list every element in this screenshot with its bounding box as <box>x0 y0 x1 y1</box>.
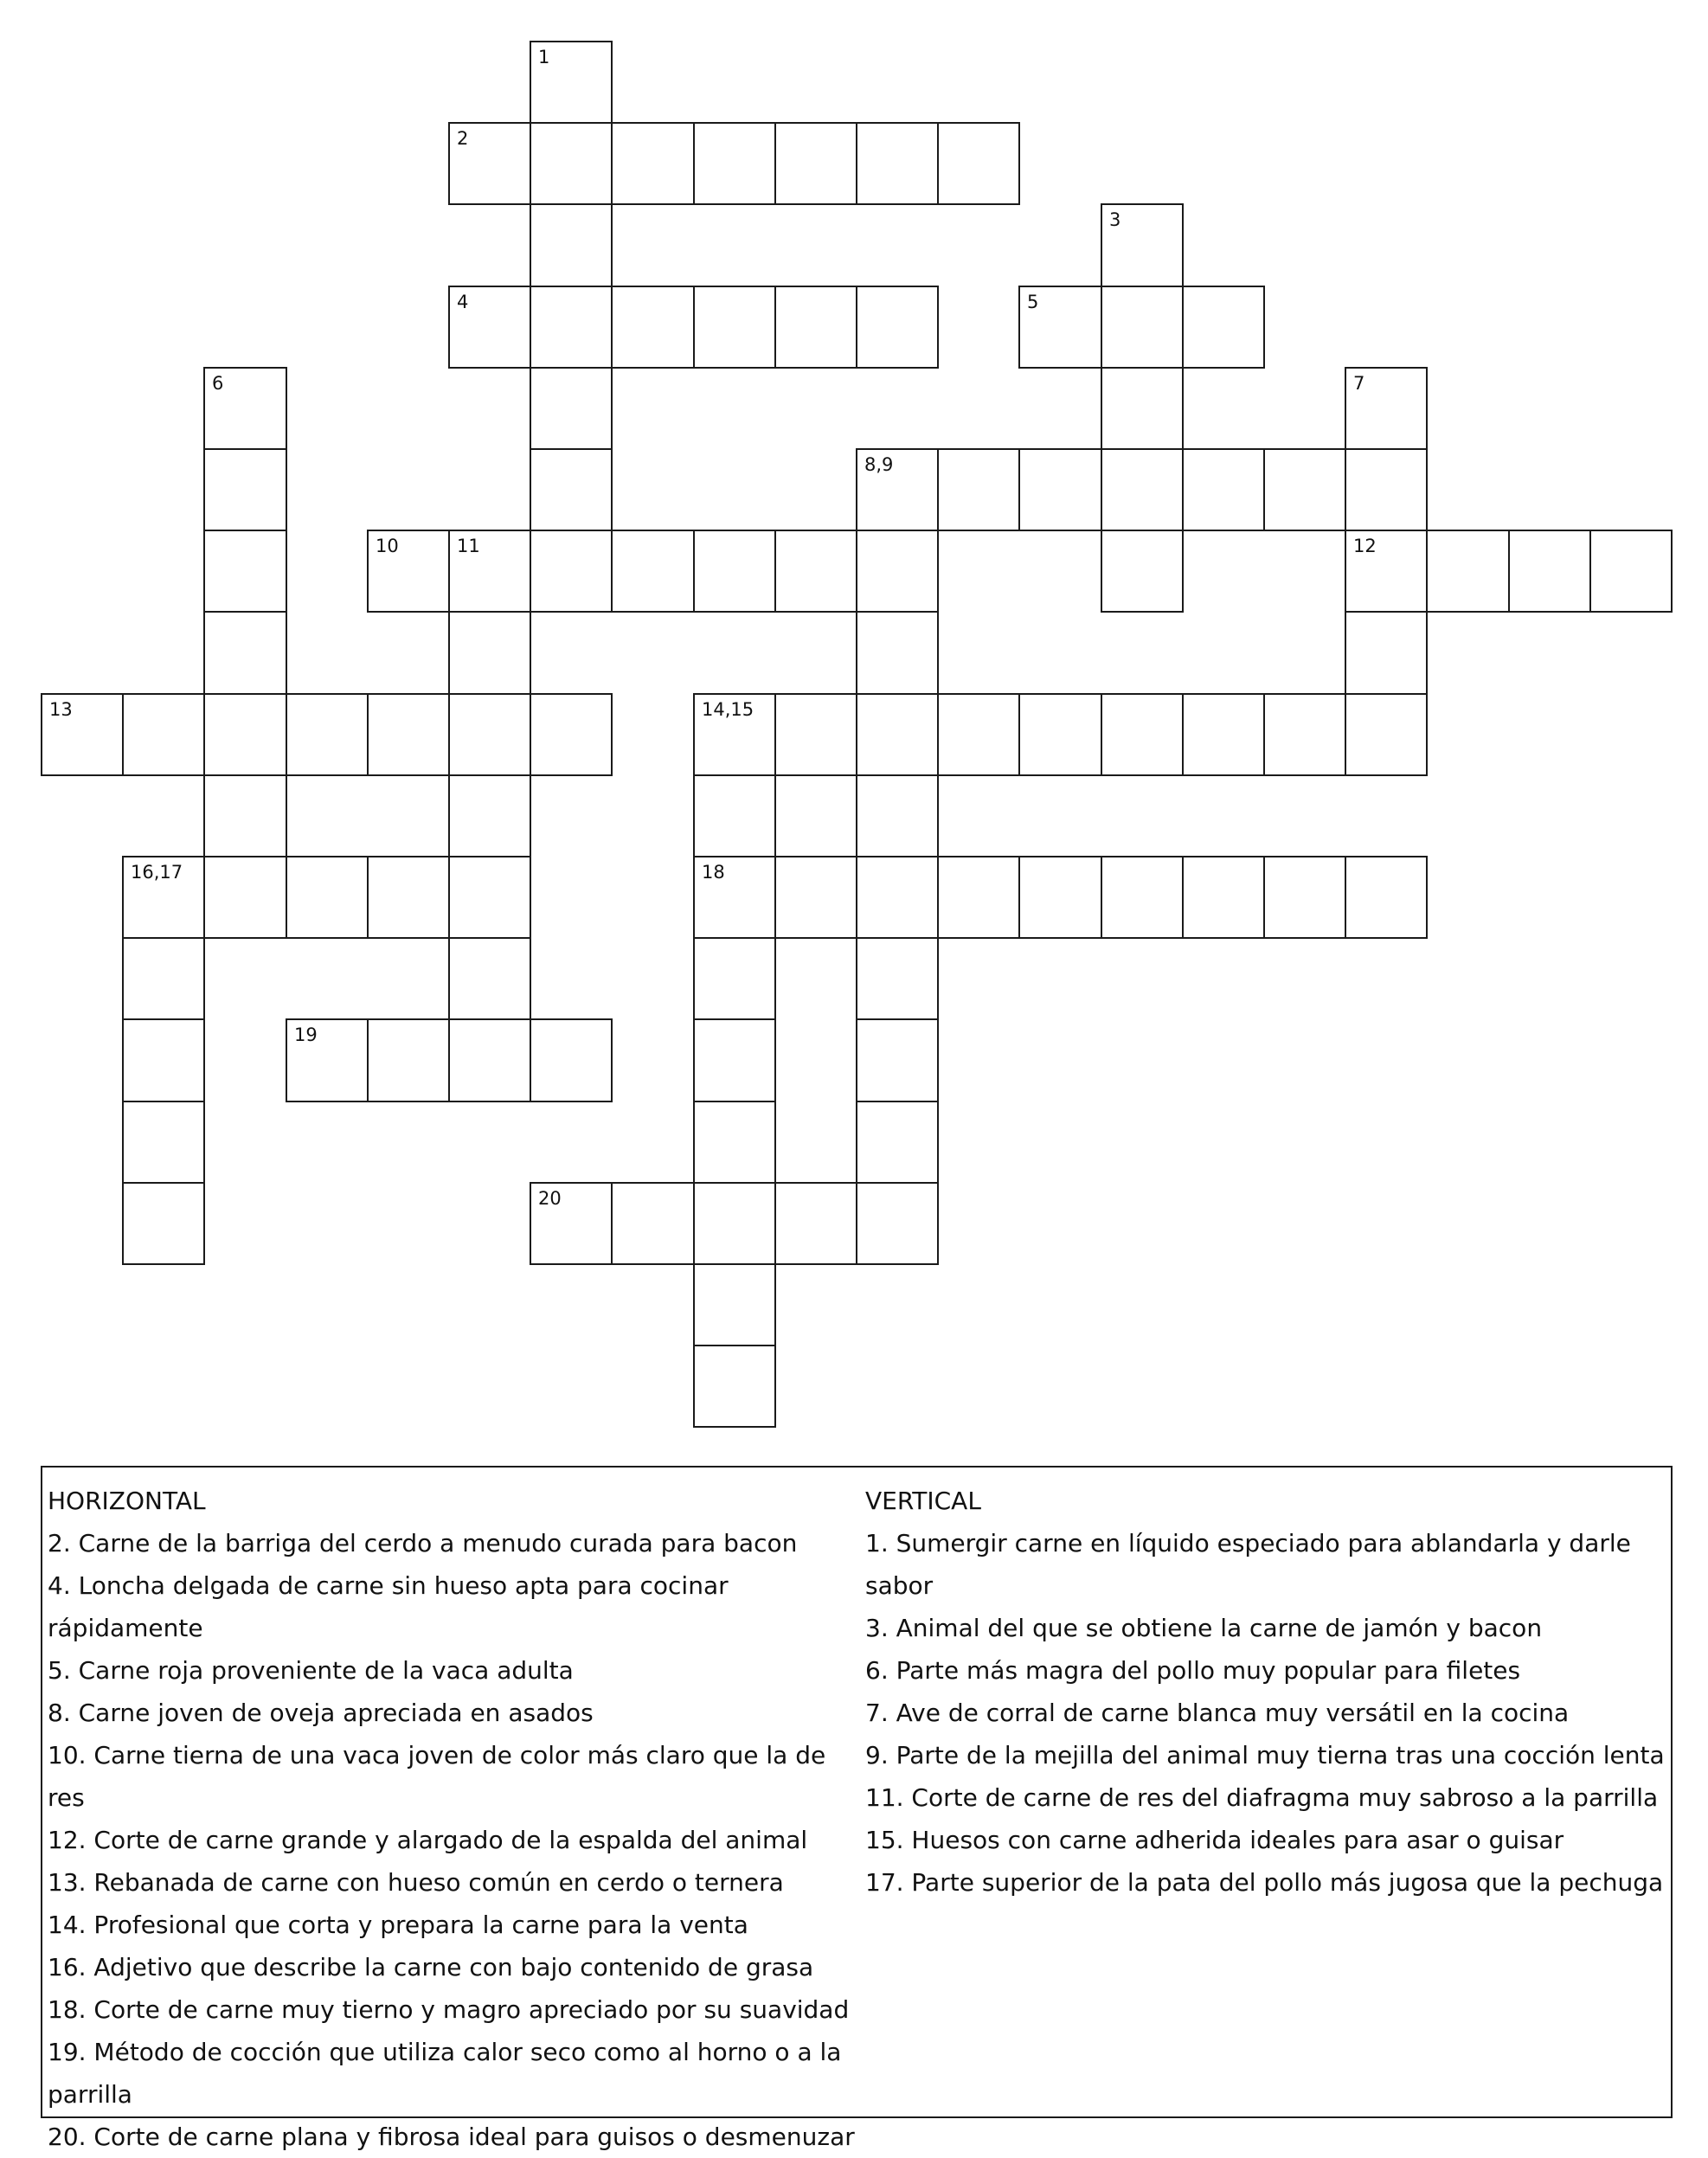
crossword-cell[interactable] <box>530 448 613 531</box>
crossword-cell[interactable] <box>937 448 1020 531</box>
clue-number: 16,17 <box>131 862 183 883</box>
clue-h-2: 2. Carne de la barriga del cerdo a menudo curada para bacon <box>48 1529 798 1557</box>
crossword-cell[interactable] <box>203 693 287 776</box>
crossword-cell[interactable] <box>1182 856 1265 939</box>
crossword-cell[interactable] <box>530 1182 613 1265</box>
crossword-cell[interactable] <box>1018 448 1102 531</box>
crossword-cell[interactable] <box>856 530 939 613</box>
crossword-cell[interactable] <box>774 122 857 205</box>
crossword-cell[interactable] <box>286 1018 369 1102</box>
clue-h-10: 10. Carne tierna de una vaca joven de color más claro que la de res <box>48 1741 826 1812</box>
clues-box <box>41 1466 1673 2151</box>
crossword-cell[interactable] <box>693 1345 776 1428</box>
crossword-cell[interactable] <box>530 367 613 450</box>
crossword-cell[interactable] <box>856 122 939 205</box>
clue-number: 4 <box>457 292 469 312</box>
crossword-cell[interactable] <box>530 693 613 776</box>
crossword-cell[interactable] <box>448 122 531 205</box>
clue-number: 2 <box>457 128 469 149</box>
crossword-cell[interactable] <box>774 1182 857 1265</box>
clue-number: 18 <box>702 862 725 883</box>
clue-h-18: 18. Corte de carne muy tierno y magro apreciado por su suavidad <box>48 1995 850 2024</box>
clue-h-16: 16. Adjetivo que describe la carne con bajo contenido de grasa <box>48 1953 814 1981</box>
crossword-cell[interactable] <box>1345 856 1428 939</box>
crossword-cell[interactable] <box>448 937 531 1020</box>
crossword-cell[interactable] <box>203 856 287 939</box>
crossword-cell[interactable] <box>937 122 1020 205</box>
clue-number: 20 <box>538 1188 562 1209</box>
crossword-cell[interactable] <box>856 1018 939 1102</box>
vertical-clues <box>865 1480 1670 1904</box>
crossword-cell[interactable] <box>448 530 531 613</box>
clue-v-1: 1. Sumergir carne en líquido especiado para ablandarla y darle sabor <box>865 1529 1631 1600</box>
crossword-cell[interactable] <box>41 693 124 776</box>
crossword-cell[interactable] <box>611 122 695 205</box>
crossword-cell[interactable] <box>693 693 776 776</box>
crossword-cell[interactable] <box>367 1018 450 1102</box>
crossword-cell[interactable] <box>122 1182 205 1265</box>
crossword-cell[interactable] <box>1101 203 1184 287</box>
crossword-cell[interactable] <box>611 530 695 613</box>
crossword-cell[interactable] <box>856 774 939 857</box>
crossword-cell[interactable] <box>856 611 939 695</box>
crossword-cell[interactable] <box>203 448 287 531</box>
crossword-cell[interactable] <box>856 286 939 369</box>
crossword-cell[interactable] <box>203 367 287 450</box>
crossword-cell[interactable] <box>1018 286 1102 369</box>
clue-v-11: 11. Corte de carne de res del diafragma muy sabroso a la parrilla <box>865 1783 1659 1812</box>
clue-h-14: 14. Profesional que corta y prepara la carne para la venta <box>48 1911 748 1939</box>
crossword-cell[interactable] <box>693 774 776 857</box>
crossword-cell[interactable] <box>1345 693 1428 776</box>
crossword-cell[interactable] <box>1018 693 1102 776</box>
clue-number: 10 <box>376 536 399 556</box>
crossword-cell[interactable] <box>448 693 531 776</box>
crossword-cell[interactable] <box>122 856 205 939</box>
crossword-cell[interactable] <box>122 1101 205 1184</box>
crossword-cell[interactable] <box>693 1263 776 1346</box>
crossword-cell[interactable] <box>693 1018 776 1102</box>
crossword-cell[interactable] <box>693 937 776 1020</box>
crossword-cell[interactable] <box>856 693 939 776</box>
crossword-cell[interactable] <box>367 530 450 613</box>
crossword-cell[interactable] <box>1101 286 1184 369</box>
crossword-cell[interactable] <box>448 774 531 857</box>
crossword-cell[interactable] <box>448 611 531 695</box>
clue-h-20: 20. Corte de carne plana y fibrosa ideal para guisos o desmenuzar <box>48 2123 855 2151</box>
clue-number: 5 <box>1027 292 1039 312</box>
clue-number: 7 <box>1353 373 1365 394</box>
crossword-cell[interactable] <box>1101 693 1184 776</box>
crossword-cell[interactable] <box>774 286 857 369</box>
crossword-cell[interactable] <box>774 693 857 776</box>
crossword-cell[interactable] <box>774 856 857 939</box>
clue-v-6: 6. Parte más magra del pollo muy popular para filetes <box>865 1656 1521 1685</box>
crossword-cell[interactable] <box>203 774 287 857</box>
crossword-cell[interactable] <box>856 1182 939 1265</box>
clue-number: 1 <box>538 47 550 67</box>
crossword-cell[interactable] <box>530 1018 613 1102</box>
crossword-cell[interactable] <box>693 286 776 369</box>
crossword-cell[interactable] <box>1101 856 1184 939</box>
crossword-cell[interactable] <box>1018 856 1102 939</box>
clue-v-3: 3. Animal del que se obtiene la carne de jamón y bacon <box>865 1614 1543 1642</box>
crossword-cell[interactable] <box>530 530 613 613</box>
crossword-cell[interactable] <box>448 1018 531 1102</box>
crossword-cell[interactable] <box>367 856 450 939</box>
crossword-cell[interactable] <box>203 611 287 695</box>
crossword-cell[interactable] <box>530 122 613 205</box>
crossword-cell[interactable] <box>122 937 205 1020</box>
crossword-cell[interactable] <box>1345 611 1428 695</box>
clue-number: 3 <box>1109 209 1121 230</box>
crossword-cell[interactable] <box>286 693 369 776</box>
clue-number: 11 <box>457 536 480 556</box>
crossword-cell[interactable] <box>937 856 1020 939</box>
clue-number: 13 <box>49 699 73 720</box>
clue-v-17: 17. Parte superior de la pata del pollo más jugosa que la pechuga <box>865 1868 1664 1897</box>
crossword-cell[interactable] <box>1263 693 1346 776</box>
crossword-cell[interactable] <box>448 856 531 939</box>
crossword-cell[interactable] <box>693 530 776 613</box>
crossword-cell[interactable] <box>1345 530 1428 613</box>
crossword-cell[interactable] <box>693 1182 776 1265</box>
crossword-cell[interactable] <box>937 693 1020 776</box>
crossword-cell[interactable] <box>1182 693 1265 776</box>
crossword-cell[interactable] <box>774 530 857 613</box>
clue-number: 14,15 <box>702 699 754 720</box>
vertical-title: VERTICAL <box>865 1487 981 1515</box>
crossword-cell[interactable] <box>367 693 450 776</box>
crossword-cell[interactable] <box>1263 448 1346 531</box>
crossword-cell[interactable] <box>1345 448 1428 531</box>
clue-h-13: 13. Rebanada de carne con hueso común en cerdo o ternera <box>48 1868 784 1897</box>
crossword-cell[interactable] <box>1345 367 1428 450</box>
crossword-cell[interactable] <box>1101 367 1184 450</box>
crossword-cell[interactable] <box>1426 530 1510 613</box>
crossword-cell[interactable] <box>1263 856 1346 939</box>
crossword-cell[interactable] <box>693 856 776 939</box>
crossword-cell[interactable] <box>611 286 695 369</box>
clue-h-5: 5. Carne roja proveniente de la vaca adulta <box>48 1656 574 1685</box>
horizontal-clues <box>48 1480 861 2158</box>
crossword-cell[interactable] <box>856 448 939 531</box>
crossword-cell[interactable] <box>1182 286 1265 369</box>
clue-h-4: 4. Loncha delgada de carne sin hueso apta para cocinar rápidamente <box>48 1571 729 1642</box>
clue-v-7: 7. Ave de corral de carne blanca muy versátil en la cocina <box>865 1699 1570 1727</box>
crossword-cell[interactable] <box>203 530 287 613</box>
horizontal-title: HORIZONTAL <box>48 1487 206 1515</box>
crossword-cell[interactable] <box>856 937 939 1020</box>
crossword-cell[interactable] <box>122 693 205 776</box>
clue-v-9: 9. Parte de la mejilla del animal muy tierna tras una cocción lenta <box>865 1741 1665 1769</box>
crossword-cell[interactable] <box>693 122 776 205</box>
crossword-cell[interactable] <box>1508 530 1591 613</box>
crossword-cell[interactable] <box>1101 448 1184 531</box>
crossword-cell[interactable] <box>1101 530 1184 613</box>
crossword-cell[interactable] <box>530 41 613 124</box>
clue-number: 6 <box>212 373 224 394</box>
clue-h-19: 19. Método de cocción que utiliza calor seco como al horno o a la parrilla <box>48 2038 842 2109</box>
crossword-cell[interactable] <box>286 856 369 939</box>
crossword-cell[interactable] <box>530 286 613 369</box>
clue-h-8: 8. Carne joven de oveja apreciada en asados <box>48 1699 594 1727</box>
clue-number: 19 <box>294 1024 318 1045</box>
crossword-cell[interactable] <box>693 1101 776 1184</box>
clue-v-15: 15. Huesos con carne adherida ideales para asar o guisar <box>865 1826 1564 1854</box>
crossword-cell[interactable] <box>856 856 939 939</box>
crossword-cell[interactable] <box>856 1101 939 1184</box>
crossword-cell[interactable] <box>1182 448 1265 531</box>
crossword-cell[interactable] <box>122 1018 205 1102</box>
clue-h-12: 12. Corte de carne grande y alargado de la espalda del animal <box>48 1826 808 1854</box>
crossword-cell[interactable] <box>1589 530 1673 613</box>
crossword-cell[interactable] <box>530 203 613 287</box>
clue-number: 8,9 <box>864 454 894 475</box>
crossword-cell[interactable] <box>611 1182 695 1265</box>
crossword-cell[interactable] <box>448 286 531 369</box>
clue-number: 12 <box>1353 536 1377 556</box>
